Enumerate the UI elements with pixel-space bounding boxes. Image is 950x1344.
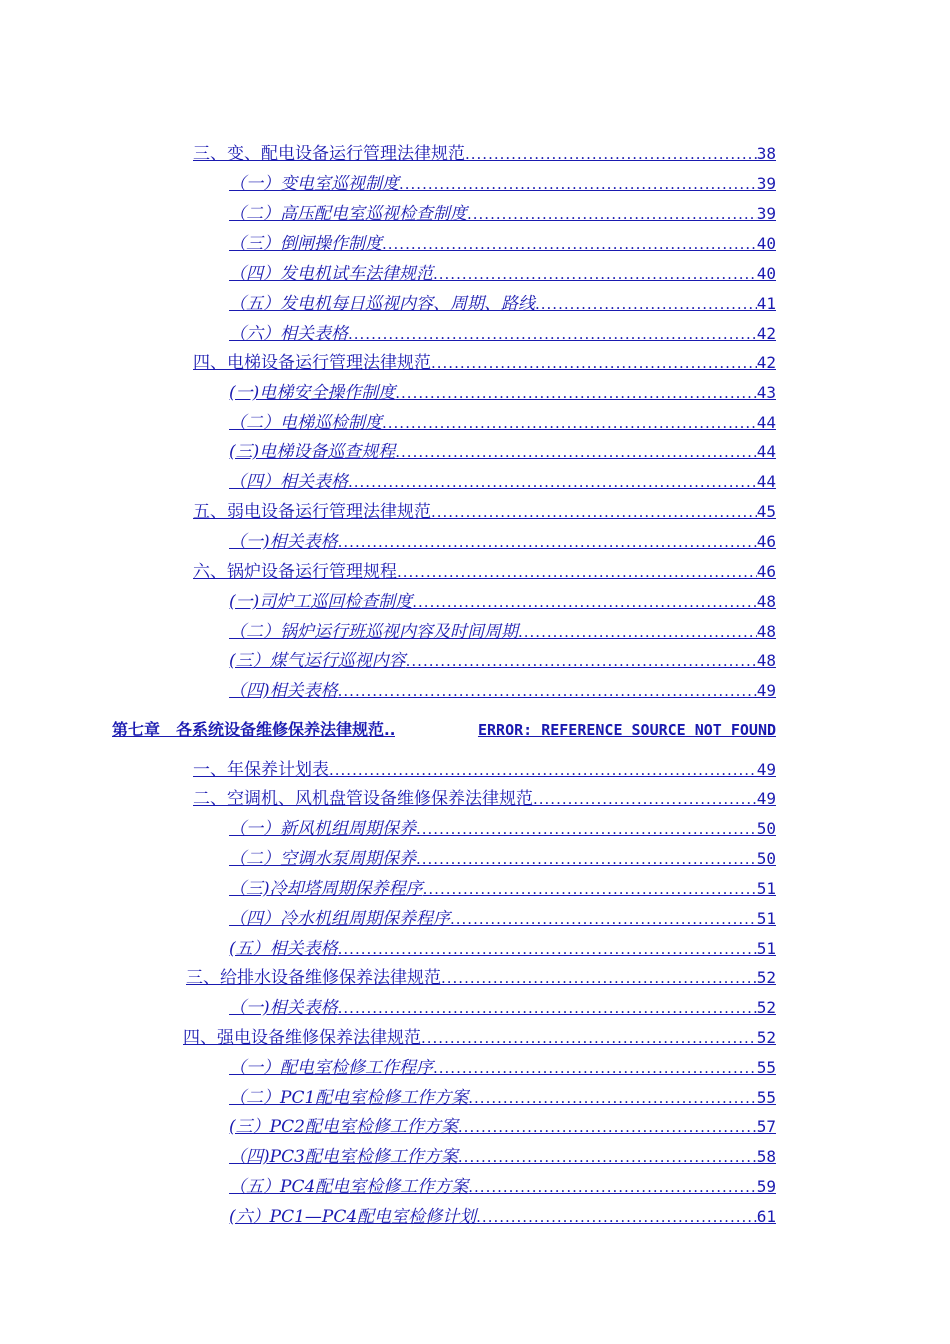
toc-entry[interactable] <box>193 758 776 782</box>
toc-entry[interactable] <box>183 1026 776 1050</box>
toc-leader <box>468 1086 756 1110</box>
toc-leader <box>348 322 757 346</box>
toc-entry[interactable] <box>229 996 776 1020</box>
toc-leader <box>441 966 757 990</box>
toc-entry-label: (三)电梯设备巡查规程 <box>229 442 396 462</box>
toc-entry-label: （二）电梯巡检制度 <box>229 413 382 433</box>
toc-entry[interactable] <box>229 590 776 614</box>
toc-entry-label: （二）锅炉运行班巡视内容及时间周期 <box>229 622 518 642</box>
toc-entry-page: ERROR: REFERENCE SOURCE NOT FOUND <box>477 721 776 739</box>
toc-entry-page: 40 <box>756 234 776 253</box>
toc-entry[interactable] <box>193 142 776 166</box>
toc-entry-label: 第七章 各系统设备维修保养法律规范 <box>112 720 385 739</box>
toc-entry-page: 42 <box>756 324 776 343</box>
toc-entry-label: (一)电梯安全操作制度 <box>229 383 396 403</box>
toc-entry[interactable] <box>229 172 776 196</box>
toc-entry-label: （三）倒闸操作制度 <box>229 234 382 254</box>
toc-entry-page: 51 <box>756 879 776 898</box>
toc-entry-page: 49 <box>756 789 776 808</box>
toc-entry[interactable] <box>229 530 776 554</box>
toc-entry-label: （一）新风机组周期保养 <box>229 819 416 839</box>
toc-entry-page: 46 <box>756 562 776 581</box>
toc-leader <box>458 1115 757 1139</box>
toc-entry[interactable] <box>229 847 776 871</box>
toc-leader <box>348 470 757 494</box>
toc-entry[interactable] <box>229 649 776 673</box>
toc-entry-label: (五）相关表格 <box>229 939 338 959</box>
toc-entry-label: 四、电梯设备运行管理法律规范 <box>193 353 431 373</box>
toc-entry-page: 57 <box>756 1117 776 1136</box>
toc-leader <box>458 1145 757 1169</box>
toc-entry-page: 48 <box>756 592 776 611</box>
toc-entry-label: （五）PC4配电室检修工作方案 <box>229 1177 469 1197</box>
toc-entry[interactable] <box>229 322 776 346</box>
toc-leader <box>431 500 757 524</box>
toc-leader <box>412 590 756 614</box>
toc-entry[interactable] <box>229 411 776 435</box>
toc-entry-label: (六）PC1—PC4配电室检修计划 <box>229 1207 477 1227</box>
toc-entry-page: 48 <box>756 651 776 670</box>
toc-entry[interactable] <box>229 907 776 931</box>
toc-entry-page: 49 <box>756 681 776 700</box>
toc-entry-label: (三）煤气运行巡视内容 <box>229 651 406 671</box>
toc-entry-page: 39 <box>756 174 776 193</box>
toc-entry[interactable] <box>229 202 776 226</box>
toc-entry-page: 41 <box>756 294 776 313</box>
toc-entry-page: 51 <box>756 939 776 958</box>
toc-entry-label: （二）空调水泵周期保养 <box>229 849 416 869</box>
toc-entry-page: 50 <box>756 819 776 838</box>
toc-leader <box>382 232 757 256</box>
toc-entry[interactable] <box>229 937 776 961</box>
toc-leader <box>476 1205 757 1229</box>
toc-entry-page: 58 <box>756 1147 776 1166</box>
toc-entry[interactable] <box>229 292 776 316</box>
toc-entry-label: (一)司炉工巡回检查制度 <box>229 592 413 612</box>
toc-entry-label: 一、年保养计划表 <box>193 760 329 780</box>
toc-entry[interactable] <box>193 560 776 584</box>
toc-entry-label: (三）PC2配电室检修工作方案 <box>229 1117 458 1137</box>
toc-entry-label: 六、锅炉设备运行管理规程 <box>193 562 397 582</box>
toc-entry-label: （四）相关表格 <box>229 472 348 492</box>
toc-entry[interactable] <box>229 470 776 494</box>
toc-entry[interactable] <box>229 620 776 644</box>
toc-entry-page: 48 <box>756 622 776 641</box>
toc-entry[interactable] <box>193 351 776 375</box>
toc-leader <box>421 1026 757 1050</box>
toc-entry[interactable] <box>229 262 776 286</box>
toc-entry-label: （四）冷水机组周期保养程序 <box>229 909 450 929</box>
toc-entry[interactable] <box>229 1056 776 1080</box>
toc-entry-page: 59 <box>756 1177 776 1196</box>
toc-leader <box>382 411 757 435</box>
toc-leader <box>384 718 395 742</box>
toc-entry[interactable] <box>186 966 776 990</box>
toc-entry-label: 五、弱电设备运行管理法律规范 <box>193 502 431 522</box>
toc-entry-page: 61 <box>756 1207 776 1226</box>
toc-entry-page: 51 <box>756 909 776 928</box>
toc-entry-page: 52 <box>756 968 776 987</box>
toc-entry-page: 52 <box>756 1028 776 1047</box>
toc-entry-page: 44 <box>756 472 776 491</box>
toc-entry-label: 二、空调机、风机盘管设备维修保养法律规范 <box>193 789 533 809</box>
toc-leader <box>416 847 757 871</box>
toc-entry-label: （一）变电室巡视制度 <box>229 174 399 194</box>
toc-leader <box>338 679 757 703</box>
toc-leader <box>338 996 757 1020</box>
toc-leader <box>338 530 757 554</box>
toc-entry-label: 四、强电设备维修保养法律规范 <box>183 1028 421 1048</box>
toc-entry[interactable] <box>193 500 776 524</box>
toc-entry-page: 46 <box>756 532 776 551</box>
toc-entry[interactable] <box>229 1205 776 1229</box>
toc-leader <box>467 202 757 226</box>
toc-leader <box>433 1056 757 1080</box>
toc-entry-label: 三、给排水设备维修保养法律规范 <box>186 968 441 988</box>
toc-entry-label: 三、变、配电设备运行管理法律规范 <box>193 144 465 164</box>
toc-entry-page: 50 <box>756 849 776 868</box>
toc-entry-page: 45 <box>756 502 776 521</box>
toc-entry[interactable] <box>229 1145 776 1169</box>
toc-entry-label: （五）发电机每日巡视内容、周期、路线 <box>229 294 535 314</box>
toc-entry[interactable] <box>229 679 776 703</box>
toc-entry-page: 55 <box>756 1058 776 1077</box>
toc-entry-label: （一）配电室检修工作程序 <box>229 1058 433 1078</box>
toc-leader <box>535 292 757 316</box>
toc-entry-page: 39 <box>756 204 776 223</box>
toc-entry[interactable] <box>229 440 776 464</box>
toc-entry[interactable] <box>229 1086 776 1110</box>
toc-entry-label: （一)相关表格 <box>229 532 338 552</box>
toc-entry-label: （四）发电机试车法律规范 <box>229 264 433 284</box>
toc-entry-label: （六）相关表格 <box>229 324 348 344</box>
toc-leader <box>518 620 757 644</box>
toc-leader <box>431 351 757 375</box>
toc-entry[interactable] <box>193 787 776 811</box>
toc-entry[interactable] <box>229 877 776 901</box>
toc-leader <box>468 1175 756 1199</box>
toc-entry-label: （二）PC1配电室检修工作方案 <box>229 1088 469 1108</box>
toc-entry-page: 52 <box>756 998 776 1017</box>
toc-leader <box>433 262 757 286</box>
toc-entry-page: 55 <box>756 1088 776 1107</box>
toc-entry[interactable] <box>229 381 776 405</box>
toc-entry-page: 44 <box>756 413 776 432</box>
toc-entry-label: （一)相关表格 <box>229 998 338 1018</box>
toc-entry-page: 44 <box>756 442 776 461</box>
toc-leader <box>395 440 756 464</box>
toc-entry-page: 42 <box>756 353 776 372</box>
toc-leader <box>329 758 757 782</box>
toc-entry-label: （四)相关表格 <box>229 681 338 701</box>
toc-entry-page: 43 <box>756 383 776 402</box>
toc-leader <box>338 937 757 961</box>
toc-leader <box>397 560 757 584</box>
toc-entry[interactable] <box>229 1115 776 1139</box>
toc-leader <box>423 877 757 901</box>
toc-entry-label: （四)PC3配电室检修工作方案 <box>229 1147 458 1167</box>
toc-leader <box>450 907 757 931</box>
toc-leader <box>533 787 757 811</box>
toc-entry-label: （二）高压配电室巡视检查制度 <box>229 204 467 224</box>
toc-entry[interactable] <box>229 1175 776 1199</box>
toc-leader <box>465 142 757 166</box>
toc-entry-page: 49 <box>756 760 776 779</box>
toc-leader <box>395 381 756 405</box>
toc-entry-page: 38 <box>756 144 776 163</box>
toc-entry-label: （三)冷却塔周期保养程序 <box>229 879 423 899</box>
toc-chapter-entry[interactable] <box>112 718 776 742</box>
toc-leader <box>406 649 757 673</box>
toc-leader <box>399 172 757 196</box>
toc-entry[interactable] <box>229 817 776 841</box>
toc-entry[interactable] <box>229 232 776 256</box>
toc-leader <box>416 817 757 841</box>
toc-entry-page: 40 <box>756 264 776 283</box>
